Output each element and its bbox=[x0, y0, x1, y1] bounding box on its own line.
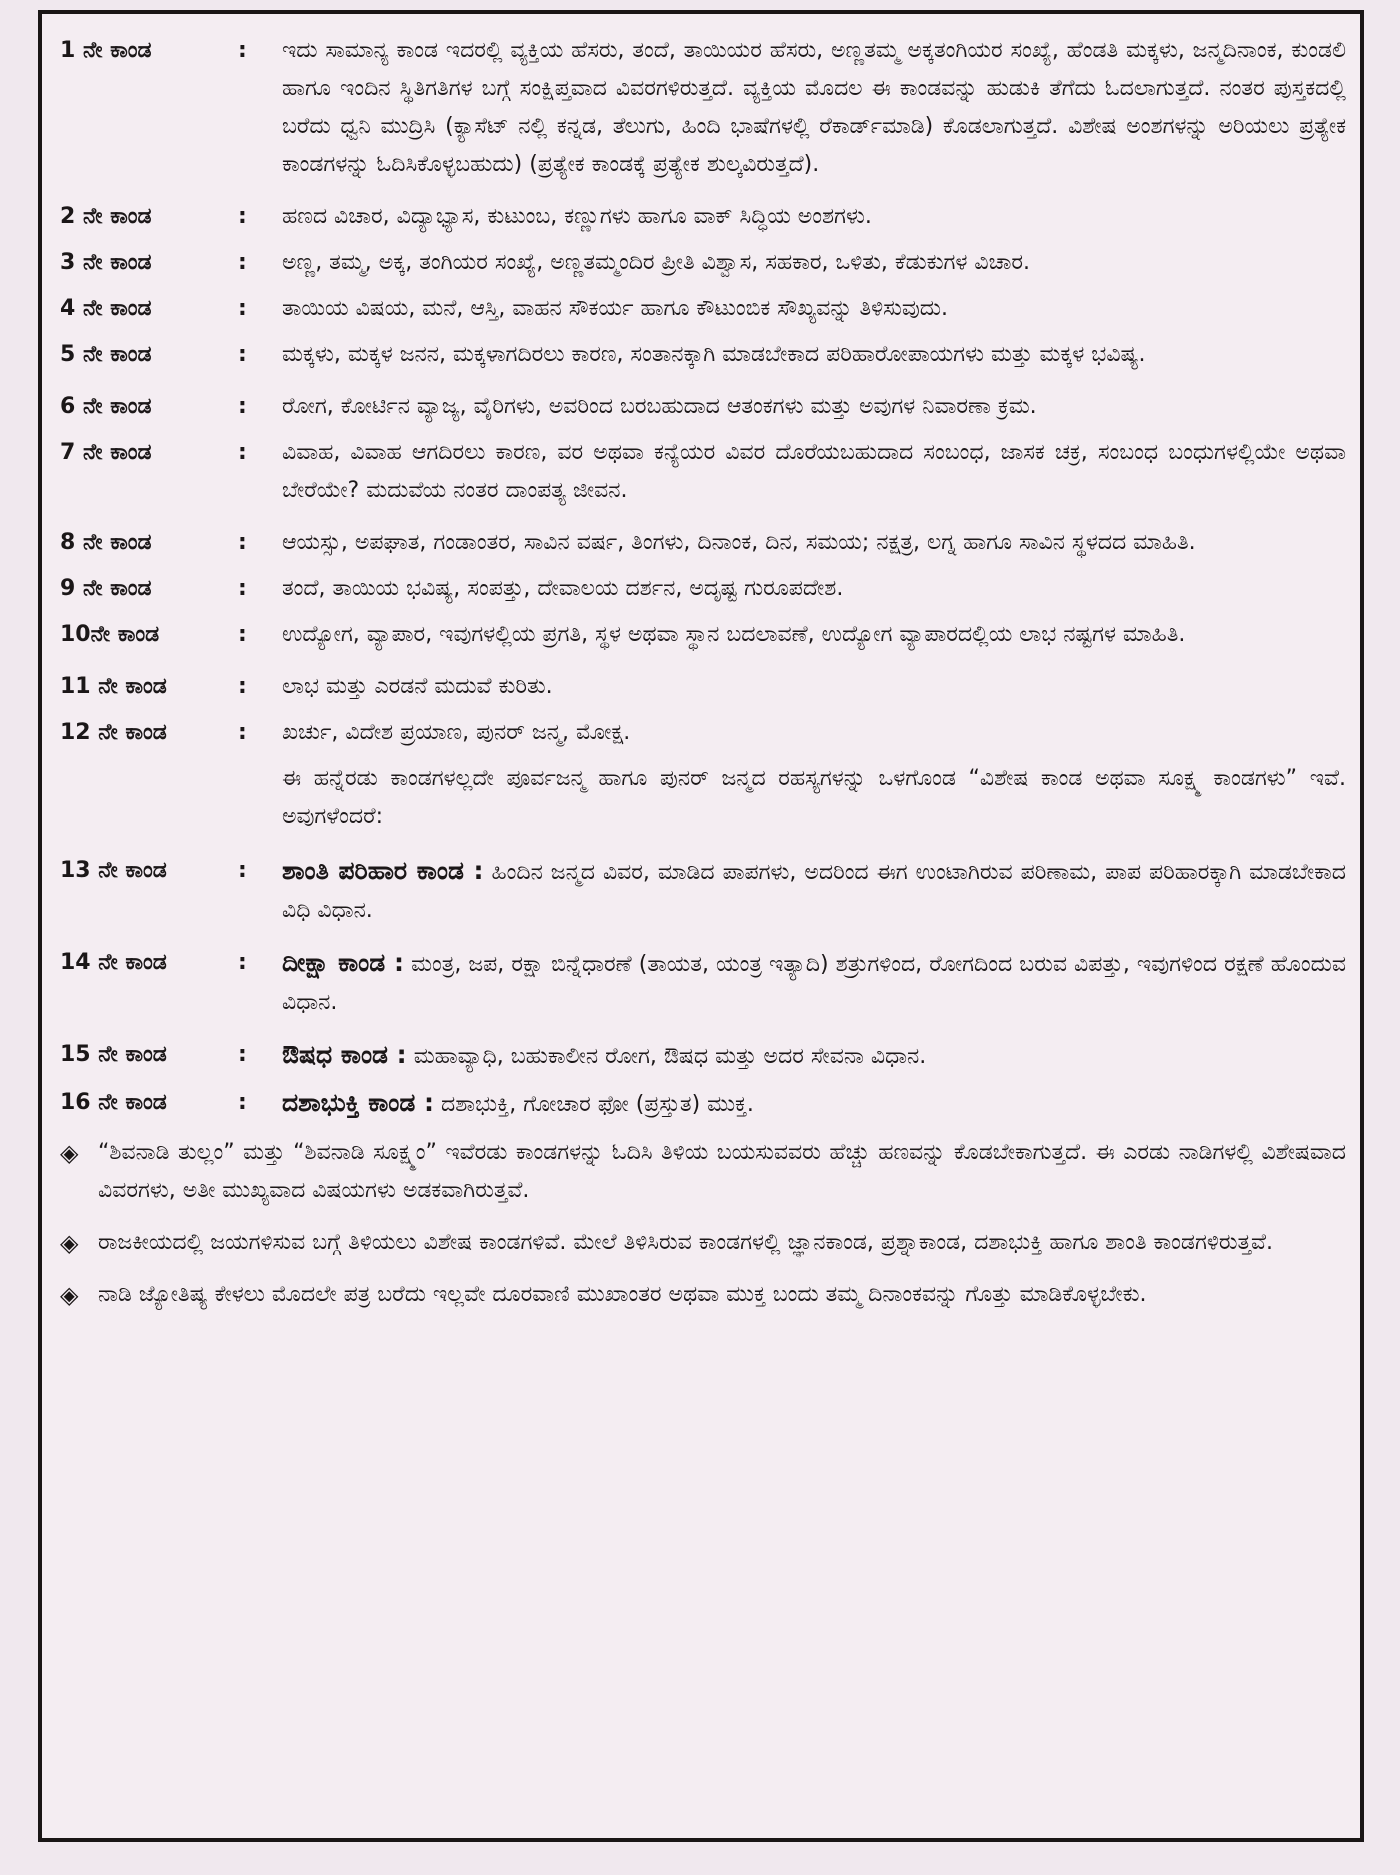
kanda-description: ಉದ್ಯೋಗ, ವ್ಯಾಪಾರ, ಇವುಗಳಲ್ಲಿಯ ಪ್ರಗತಿ, ಸ್ಥಳ ಅಥವಾ ಸ್ಥಾನ ಬದಲಾವಣೆ, ಉದ್ಯೋಗ ವ್ಯಾಪಾರದಲ್ಲಿಯ ಲಾಭ ನಷ್ಟಗಳ ಮಾಹಿತಿ. bbox=[282, 622, 1186, 647]
kanda-label: 8 ನೇ ಕಾಂಡ bbox=[60, 530, 152, 555]
kanda-entry-12 bbox=[60, 714, 1346, 752]
kanda-description bbox=[282, 852, 1346, 930]
kanda-label: 16 ನೇ ಕಾಂಡ bbox=[60, 1090, 167, 1115]
kanda-label: 14 ನೇ ಕಾಂಡ bbox=[60, 950, 167, 975]
separator-colon: : bbox=[238, 530, 247, 555]
kanda-label: 3 ನೇ ಕಾಂಡ bbox=[60, 250, 152, 275]
kanda-description-text: ಹಿಂದಿನ ಜನ್ಮದ ವಿವರ, ಮಾಡಿದ ಪಾಪಗಳು, ಅದರಿಂದ ಈಗ ಉಂಟಾಗಿರುವ ಪರಿಣಾಮ, ಪಾಪ ಪರಿಹಾರಕ್ಕಾಗಿ ಮಾಡಬೇಕಾದ ವಿಧಿ ವಿಧಾನ. bbox=[282, 860, 1346, 923]
separator-colon: : bbox=[238, 720, 247, 745]
kanda-entry-6 bbox=[60, 388, 1346, 426]
diamond-bullet-icon: ◈ bbox=[60, 1139, 79, 1167]
kanda-entry-11 bbox=[60, 668, 1346, 706]
kanda-entry-2 bbox=[60, 198, 1346, 236]
separator-colon: : bbox=[238, 622, 247, 647]
note-bullet-2 bbox=[60, 1224, 1346, 1262]
kanda-description: ಆಯಸ್ಸು, ಅಪಘಾತ, ಗಂಡಾಂತರ, ಸಾವಿನ ವರ್ಷ, ತಿಂಗಳು, ದಿನಾಂಕ, ದಿನ, ಸಮಯ; ನಕ್ಷತ್ರ, ಲಗ್ನ ಹಾಗೂ ಸಾವಿನ ಸ್ಥಳದದ ಮಾಹಿತಿ. bbox=[282, 530, 1196, 555]
kanda-description: ಇದು ಸಾಮಾನ್ಯ ಕಾಂಡ ಇದರಲ್ಲಿ ವ್ಯಕ್ತಿಯ ಹೆಸರು, ತಂದೆ, ತಾಯಿಯರ ಹೆಸರು, ಅಣ್ಣತಮ್ಮ ಅಕ್ಕತಂಗಿಯರ ಸಂಖ್ಯೆ, ಹೆಂಡತಿ ಮಕ್ಕಳು, ಜನ್ಮದಿನಾಂಕ, ಕುಂಡಲಿ ಹಾಗೂ ಇಂದಿನ ಸ್ಥಿತಿಗತಿಗಳ ಬಗ್ಗೆ ಸಂಕ್ಷಿಪ್ತವಾದ ವಿವರಗಳಿರುತ್ತದೆ. ವ್ಯಕ್ತಿಯ ಮೊದಲ ಈ ಕಾಂಡವನ್ನು ಹುಡುಕಿ ತೆಗೆದು ಓದಲಾಗುತ್ತದೆ. ನಂತರ ಪುಸ್ತಕದಲ್ಲಿ ಬರೆದು ಧ್ವನಿ ಮುದ್ರಿಸಿ (ಕ್ಯಾಸೆಟ್ ನಲ್ಲಿ ಕನ್ನಡ, ತೆಲುಗು, ಹಿಂದಿ ಭಾಷೆಗಳಲ್ಲಿ ರೆಕಾರ್ಡ್‌ಮಾಡಿ) ಕೊಡಲಾಗುತ್ತದೆ. ವಿಶೇಷ ಅಂಶಗಳನ್ನು ಅರಿಯಲು ಪ್ರತ್ಯೇಕ ಕಾಂಡಗಳನ್ನು ಓದಿಸಿಕೊಳ್ಳಬಹುದು) (ಪ್ರತ್ಯೇಕ ಕಾಂಡಕ್ಕೆ ಪ್ರತ್ಯೇಕ ಶುಲ್ಕವಿರುತ್ತದೆ). bbox=[282, 38, 1346, 177]
kanda-description: ವಿವಾಹ, ವಿವಾಹ ಆಗದಿರಲು ಕಾರಣ, ವರ ಅಥವಾ ಕನ್ಯೆಯರ ವಿವರ ದೊರೆಯಬಹುದಾದ ಸಂಬಂಧ, ಜಾಸಕ ಚಕ್ರ, ಸಂಬಂಧ ಬಂಧುಗಳಲ್ಲಿಯೇ ಅಥವಾ ಬೇರೆಯೇ? ಮದುವೆಯ ನಂತರ ದಾಂಪತ್ಯ ಜೀವನ. bbox=[282, 440, 1346, 503]
kanda-description: ಅಣ್ಣ, ತಮ್ಮ, ಅಕ್ಕ, ತಂಗಿಯರ ಸಂಖ್ಯೆ, ಅಣ್ಣತಮ್ಮಂದಿರ ಪ್ರೀತಿ ವಿಶ್ವಾಸ, ಸಹಕಾರ, ಒಳಿತು, ಕೆಡುಕುಗಳ ವಿಚಾರ. bbox=[282, 250, 1031, 275]
note-bullet-3 bbox=[60, 1276, 1346, 1314]
kanda-heading: ದಶಾಭುಕ್ತಿ ಕಾಂಡ : bbox=[282, 1088, 435, 1117]
separator-colon: : bbox=[238, 858, 247, 883]
kanda-entry-3 bbox=[60, 244, 1346, 282]
separator-colon: : bbox=[238, 576, 247, 601]
kanda-label: 11 ನೇ ಕಾಂಡ bbox=[60, 674, 167, 699]
kanda-entry-14 bbox=[60, 944, 1346, 1022]
kanda-label: 9 ನೇ ಕಾಂಡ bbox=[60, 576, 152, 601]
separator-colon: : bbox=[238, 394, 247, 419]
bullet-text: “ಶಿವನಾಡಿ ತುಲ್ಲಂ” ಮತ್ತು “ಶಿವನಾಡಿ ಸೂಕ್ಷ್ಮಂ” ಇವೆರಡು ಕಾಂಡಗಳನ್ನು ಓದಿಸಿ ತಿಳಿಯ ಬಯಸುವವರು ಹೆಚ್ಚು ಹಣವನ್ನು ಕೊಡಬೇಕಾಗುತ್ತದೆ. ಈ ಎರಡು ನಾಡಿಗಳಲ್ಲಿ ವಿಶೇಷವಾದ ವಿವರಗಳು, ಅತೀ ಮುಖ್ಯವಾದ ವಿಷಯಗಳು ಅಡಕವಾಗಿರುತ್ತವೆ. bbox=[98, 1140, 1346, 1203]
kanda-description-text: ಮಹಾವ್ಯಾಧಿ, ಬಹುಕಾಲೀನ ರೋಗ, ಔಷಧ ಮತ್ತು ಅದರ ಸೇವನಾ ವಿಧಾನ. bbox=[413, 1044, 927, 1069]
kanda-entry-10 bbox=[60, 616, 1346, 654]
diamond-bullet-icon: ◈ bbox=[60, 1229, 79, 1257]
separator-colon: : bbox=[238, 296, 247, 321]
separator-colon: : bbox=[238, 1042, 247, 1067]
kanda-description: ಹಣದ ವಿಚಾರ, ವಿದ್ಯಾಭ್ಯಾಸ, ಕುಟುಂಬ, ಕಣ್ಣುಗಳು ಹಾಗೂ ವಾಕ್ ಸಿದ್ಧಿಯ ಅಂಶಗಳು. bbox=[282, 204, 872, 229]
separator-colon: : bbox=[238, 950, 247, 975]
kanda-entry-9 bbox=[60, 570, 1346, 608]
kanda-label: 7 ನೇ ಕಾಂಡ bbox=[60, 440, 152, 465]
kanda-label: 1 ನೇ ಕಾಂಡ bbox=[60, 38, 152, 63]
bullet-text: ರಾಜಕೀಯದಲ್ಲಿ ಜಯಗಳಿಸುವ ಬಗ್ಗೆ ತಿಳಿಯಲು ವಿಶೇಷ ಕಾಂಡಗಳಿವೆ. ಮೇಲೆ ತಿಳಿಸಿರುವ ಕಾಂಡಗಳಲ್ಲಿ ಜ್ಞಾನಕಾಂಡ, ಪ್ರಶ್ನಾಕಾಂಡ, ದಶಾಭುಕ್ತಿ ಹಾಗೂ ಶಾಂತಿ ಕಾಂಡಗಳಿರುತ್ತವೆ. bbox=[98, 1230, 1273, 1255]
document-sheet bbox=[38, 10, 1364, 1842]
kanda-label: 5 ನೇ ಕಾಂಡ bbox=[60, 342, 152, 367]
kanda-label: 10ನೇ ಕಾಂಡ bbox=[60, 622, 160, 647]
kanda-description: ರೋಗ, ಕೋರ್ಟಿನ ವ್ಯಾಜ್ಯ, ವೈರಿಗಳು, ಅವರಿಂದ ಬರಬಹುದಾದ ಆತಂಕಗಳು ಮತ್ತು ಅವುಗಳ ನಿವಾರಣಾ ಕ್ರಮ. bbox=[282, 394, 1037, 419]
kanda-heading: ಶಾಂತಿ ಪರಿಹಾರ ಕಾಂಡ : bbox=[282, 856, 484, 885]
kanda-entry-13 bbox=[60, 852, 1346, 930]
separator-colon: : bbox=[238, 440, 247, 465]
kanda-entry-16 bbox=[60, 1084, 1346, 1124]
separator-colon: : bbox=[238, 38, 247, 63]
separator-colon: : bbox=[238, 250, 247, 275]
kanda-entry-1 bbox=[60, 32, 1346, 184]
kanda-label: 4 ನೇ ಕಾಂಡ bbox=[60, 296, 152, 321]
kanda-description-text: ದಶಾಭುಕ್ತಿ, ಗೋಚಾರ ಫೋ (ಪ್ರಸ್ತುತ) ಮುಕ್ತ. bbox=[441, 1092, 754, 1117]
kanda-description bbox=[282, 1036, 1346, 1076]
kanda-label: 12 ನೇ ಕಾಂಡ bbox=[60, 720, 167, 745]
kanda-entry-5 bbox=[60, 336, 1346, 374]
kanda-description: ಖರ್ಚು, ವಿದೇಶ ಪ್ರಯಾಣ, ಪುನರ್ ಜನ್ಮ, ಮೋಕ್ಷ. bbox=[282, 720, 631, 745]
kanda-description: ತಂದೆ, ತಾಯಿಯ ಭವಿಷ್ಯ, ಸಂಪತ್ತು, ದೇವಾಲಯ ದರ್ಶನ, ಅದೃಷ್ಟ ಗುರೂಪದೇಶ. bbox=[282, 576, 844, 601]
kanda-entry-15 bbox=[60, 1036, 1346, 1076]
kanda-heading: ದೀಕ್ಷಾ ಕಾಂಡ : bbox=[282, 948, 404, 977]
kanda-list bbox=[60, 32, 1346, 1314]
kanda-entry-4 bbox=[60, 290, 1346, 328]
kanda-entry-8 bbox=[60, 524, 1346, 562]
note-bullet-1 bbox=[60, 1134, 1346, 1210]
kanda-description-text: ಮಂತ್ರ, ಜಪ, ರಕ್ಷಾ ಬಿನ್ನೆಧಾರಣೆ (ತಾಯತ, ಯಂತ್ರ ಇತ್ಯಾದಿ) ಶತ್ರುಗಳಿಂದ, ರೋಗದಿಂದ ಬರುವ ವಿಪತ್ತು, ಇವುಗಳಿಂದ ರಕ್ಷಣೆ ಹೊಂದುವ ವಿಧಾನ. bbox=[282, 952, 1347, 1015]
diamond-bullet-icon: ◈ bbox=[60, 1281, 79, 1309]
separator-colon: : bbox=[238, 1090, 247, 1115]
kanda-label: 2 ನೇ ಕಾಂಡ bbox=[60, 204, 152, 229]
kanda-description: ಲಾಭ ಮತ್ತು ಎರಡನೆ ಮದುವೆ ಕುರಿತು. bbox=[282, 674, 553, 699]
kanda-description: ತಾಯಿಯ ವಿಷಯ, ಮನೆ, ಆಸ್ತಿ, ವಾಹನ ಸೌಕರ್ಯ ಹಾಗೂ ಕೌಟುಂಬಿಕ ಸೌಖ್ಯವನ್ನು ತಿಳಿಸುವುದು. bbox=[282, 296, 948, 321]
separator-colon: : bbox=[238, 674, 247, 699]
kanda-description: ಮಕ್ಕಳು, ಮಕ್ಕಳ ಜನನ, ಮಕ್ಕಳಾಗದಿರಲು ಕಾರಣ, ಸಂತಾನಕ್ಕಾಗಿ ಮಾಡಬೇಕಾದ ಪರಿಹಾರೋಪಾಯಗಳು ಮತ್ತು ಮಕ್ಕಳ ಭವಿಷ್ಯ. bbox=[282, 342, 1146, 367]
kanda-entry-7 bbox=[60, 434, 1346, 510]
kanda-label: 15 ನೇ ಕಾಂಡ bbox=[60, 1042, 167, 1067]
special-kanda-note: ಈ ಹನ್ನೆರಡು ಕಾಂಡಗಳಲ್ಲದೇ ಪೂರ್ವಜನ್ಮ ಹಾಗೂ ಪುನರ್ ಜನ್ಮದ ರಹಸ್ಯಗಳನ್ನು ಒಳಗೊಂಡ “ವಿಶೇಷ ಕಾಂಡ ಅಥವಾ ಸೂಕ್ಷ್ಮ ಕಾಂಡಗಳು” ಇವೆ. ಅವುಗಳೆಂದರೆ: bbox=[282, 766, 1346, 829]
kanda-label: 6 ನೇ ಕಾಂಡ bbox=[60, 394, 152, 419]
kanda-description bbox=[282, 1084, 1346, 1124]
separator-colon: : bbox=[238, 204, 247, 229]
kanda-label: 13 ನೇ ಕಾಂಡ bbox=[60, 858, 167, 883]
separator-colon: : bbox=[238, 342, 247, 367]
kanda-description bbox=[282, 944, 1346, 1022]
bullet-text: ನಾಡಿ ಜ್ಯೋತಿಷ್ಯ ಕೇಳಲು ಮೊದಲೇ ಪತ್ರ ಬರೆದು ಇಲ್ಲವೇ ದೂರವಾಣಿ ಮುಖಾಂತರ ಅಥವಾ ಮುಕ್ತ ಬಂದು ತಮ್ಮ ದಿನಾಂಕವನ್ನು ಗೊತ್ತು ಮಾಡಿಕೊಳ್ಳಬೇಕು. bbox=[98, 1282, 1147, 1307]
kanda-heading: ಔಷಧ ಕಾಂಡ : bbox=[282, 1040, 407, 1069]
